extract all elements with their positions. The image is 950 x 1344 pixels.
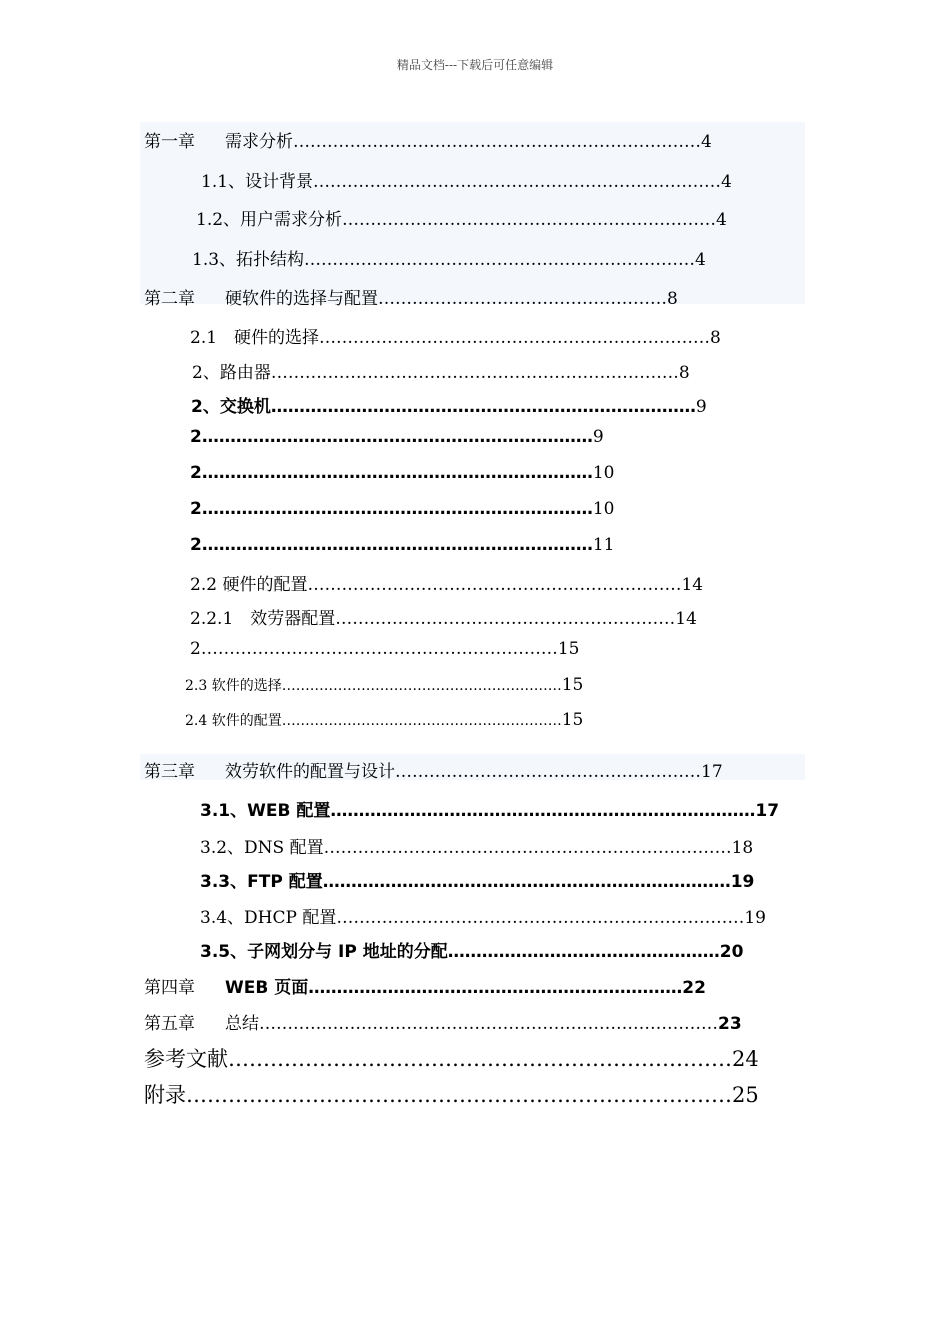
toc-entry-ch1[interactable] <box>144 127 712 152</box>
page-number: 8 <box>667 289 678 309</box>
entry-title: 2.2 硬件的配置 <box>190 575 308 595</box>
toc-entry-1-2[interactable] <box>196 205 727 230</box>
toc-entry-3-3[interactable] <box>200 867 754 892</box>
dot-leader: ……………………………………………………………… <box>323 838 732 858</box>
toc-entry-2d[interactable] <box>190 535 614 555</box>
page-number: 17 <box>701 762 723 782</box>
dot-leader: …………………………………………… <box>378 289 667 309</box>
page-number: 15 <box>561 710 584 730</box>
entry-title: 2、路由器 <box>192 363 271 383</box>
chapter-label: 第四章 <box>144 978 195 998</box>
toc-entry-2b[interactable] <box>190 463 614 483</box>
page-header: 精品文档---下载后可任意编辑 <box>396 58 554 72</box>
dot-leader: ……………………………………………………………… <box>322 872 731 892</box>
dot-leader: ……………………………………………………………… <box>270 363 679 383</box>
entry-title: 3.3、FTP 配置 <box>200 872 323 892</box>
page-number: 4 <box>721 172 732 192</box>
dot-leader: ……………………………………………………………… <box>228 1047 732 1071</box>
chapter-label: 第五章 <box>144 1014 195 1034</box>
page-number: 15 <box>557 639 580 659</box>
toc-entry-2e[interactable] <box>190 639 579 659</box>
page-number: 10 <box>592 463 615 483</box>
entry-title: 2 <box>190 639 201 659</box>
toc-entry-2c[interactable] <box>190 499 614 519</box>
entry-title: 2.4 软件的配置 <box>185 713 282 729</box>
page-number: 19 <box>730 872 755 892</box>
entry-title: 2、交换机 <box>191 397 271 417</box>
toc-entry-3-1[interactable] <box>200 796 779 821</box>
dot-leader: ………………………………………………………… <box>307 575 682 595</box>
entry-title: 需求分析 <box>225 132 293 152</box>
page-number: 22 <box>682 978 706 998</box>
page-number: 17 <box>755 801 780 821</box>
entry-title: 2 <box>190 427 202 447</box>
toc-entry-1-1[interactable] <box>201 167 732 192</box>
toc-entry-3-5[interactable] <box>200 937 743 962</box>
entry-title: 2.2.1 效劳器配置 <box>190 609 336 629</box>
dot-leader: ……………………………………………………… <box>200 639 558 659</box>
dot-leader: ……………………………………………………………… <box>313 172 722 192</box>
entry-title: 2.3 软件的选择 <box>185 678 282 694</box>
toc-entry-3-4[interactable] <box>200 903 766 928</box>
page-number: 24 <box>732 1047 759 1071</box>
entry-title: 附录 <box>144 1083 186 1107</box>
dot-leader: …………………………………………………… <box>335 609 676 629</box>
page-number: 18 <box>731 838 754 858</box>
entry-title: WEB 页面 <box>225 978 309 998</box>
dot-leader: …………………………………………………………… <box>304 250 696 270</box>
dot-leader: ………………………………………………………………… <box>270 397 696 417</box>
entry-title: 3.1、WEB 配置 <box>200 801 331 821</box>
page-number: 8 <box>710 328 721 348</box>
dot-leader: ……………………………………………………………… <box>336 908 745 928</box>
toc-entry-2-1[interactable] <box>190 323 721 348</box>
dot-leader: ………………………………………………………………… <box>330 801 756 821</box>
page-number: 15 <box>561 675 584 695</box>
page-number: 25 <box>732 1083 759 1107</box>
page-number: 20 <box>719 942 744 962</box>
page-number: 11 <box>592 535 615 555</box>
toc-entry-ch5[interactable] <box>144 1009 742 1034</box>
dot-leader: …………………………………………………… <box>281 713 562 729</box>
dot-leader: ……………………………………………………………… <box>293 132 701 152</box>
toc-entry-3-2[interactable] <box>200 833 753 858</box>
toc-entry-router[interactable] <box>192 358 690 383</box>
entry-title: 3.2、DNS 配置 <box>200 838 324 858</box>
dot-leader: …………………………………………………… <box>281 678 562 694</box>
toc-entry-ch3[interactable] <box>144 757 723 782</box>
entry-title: 1.2、用户需求分析 <box>196 210 343 230</box>
entry-title: 3.5、子网划分与 IP 地址的分配 <box>200 942 448 962</box>
chapter-label: 第三章 <box>144 762 195 782</box>
dot-leader: …………………………………………………………… <box>319 328 711 348</box>
page-number: 23 <box>718 1014 742 1034</box>
page-number: 9 <box>592 427 604 447</box>
dot-leader: …………………………………………………………… <box>201 535 593 555</box>
toc-entry-appendix[interactable] <box>144 1079 759 1109</box>
page-number: 4 <box>701 132 712 152</box>
toc-entry-ch4[interactable] <box>144 973 706 998</box>
entry-title: 参考文献 <box>144 1047 228 1071</box>
page-number: 4 <box>695 250 706 270</box>
dot-leader: ………………………………………………………… <box>308 978 683 998</box>
dot-leader: ………………………………………… <box>447 942 720 962</box>
page-number: 4 <box>716 210 727 230</box>
chapter-label: 第二章 <box>144 289 195 309</box>
chapter-label: 第一章 <box>144 132 195 152</box>
page-number: 9 <box>695 397 707 417</box>
dot-leader: …………………………………………………………… <box>201 463 593 483</box>
page-number: 19 <box>744 908 766 928</box>
entry-title: 2 <box>190 535 202 555</box>
toc-entry-1-3[interactable] <box>192 245 706 270</box>
toc-entry-ch2[interactable] <box>144 284 678 309</box>
dot-leader: ………………………………………………………… <box>342 210 717 230</box>
entry-title: 2 <box>190 499 202 519</box>
dot-leader: ……………………………………………………………………… <box>259 1014 718 1034</box>
toc-entry-2a[interactable] <box>190 427 604 447</box>
entry-title: 2.1 硬件的选择 <box>190 328 320 348</box>
toc-entry-2-2[interactable] <box>190 570 703 595</box>
dot-leader: …………………………………………………………………… <box>186 1083 732 1107</box>
toc-entry-switch[interactable] <box>191 392 707 417</box>
toc-entry-2-2-1[interactable] <box>190 604 697 629</box>
entry-title: 硬软件的选择与配置 <box>225 289 378 309</box>
dot-leader: ……………………………………………… <box>395 762 701 782</box>
entry-title: 总结 <box>225 1014 259 1034</box>
page-number: 8 <box>678 363 690 383</box>
entry-title: 1.1、设计背景 <box>201 172 314 192</box>
page-number: 14 <box>681 575 704 595</box>
page-number: 10 <box>592 499 615 519</box>
dot-leader: …………………………………………………………… <box>201 427 593 447</box>
entry-title: 1.3、拓扑结构 <box>192 250 305 270</box>
toc-entry-2-4[interactable] <box>185 710 583 730</box>
entry-title: 效劳软件的配置与设计 <box>225 762 395 782</box>
dot-leader: …………………………………………………………… <box>201 499 593 519</box>
entry-title: 3.4、DHCP 配置 <box>200 908 337 928</box>
toc-entry-references[interactable] <box>144 1043 759 1073</box>
toc-entry-2-3[interactable] <box>185 675 583 695</box>
page-number: 14 <box>675 609 697 629</box>
entry-title: 2 <box>190 463 202 483</box>
